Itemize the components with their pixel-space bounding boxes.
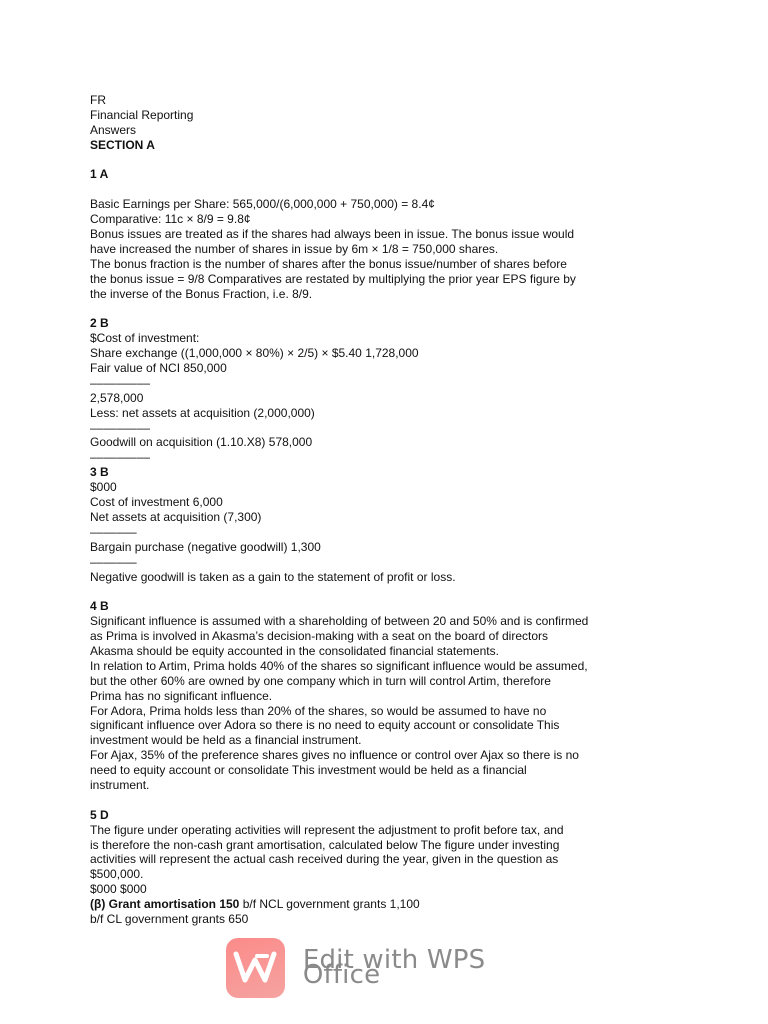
q4-heading: 4 B <box>90 599 109 614</box>
q1-line: Bonus issues are treated as if the shares had always been in issue. The bonus issue would <box>90 227 575 242</box>
q1-line: the inverse of the Bonus Fraction, i.e. 8/9. <box>90 286 313 301</box>
q2-line: Share exchange ((1,000,000 × 80%) × 2/5) × $5.40 1,728,000 <box>90 346 419 361</box>
doc-subject: Financial Reporting <box>90 107 194 122</box>
q3-heading: 3 B <box>90 465 109 480</box>
q2-line: $Cost of investment: <box>90 331 200 346</box>
q3-line: Net assets at acquisition (7,300) <box>90 509 262 524</box>
q5-line: b/f CL government grants 650 <box>90 911 249 926</box>
q3-line: $000 <box>90 480 117 495</box>
wps-watermark <box>226 936 566 1000</box>
q2-line: Fair value of NCI 850,000 <box>90 361 227 376</box>
q3-rule: ––––––– <box>90 524 137 539</box>
q1-line: have increased the number of shares in issue by 6m × 1/8 = 750,000 shares. <box>90 241 499 256</box>
q1-line: the bonus issue = 9/8 Comparatives are restated by multiplying the prior year EPS figure by <box>90 271 576 286</box>
q2-line: Goodwill on acquisition (1.10.X8) 578,000 <box>90 435 313 450</box>
q5-heading: 5 D <box>90 807 109 822</box>
q3-line: Negative goodwill is taken as a gain to the statement of profit or loss. <box>90 569 456 584</box>
q5-grant-amortisation: (β) Grant amortisation 150 <box>90 897 240 912</box>
q4-line: For Ajax, 35% of the preference shares gives no influence or control over Ajax so there is no <box>90 748 579 763</box>
q3-rule: ––––––– <box>90 554 137 569</box>
q2-line: 2,578,000 <box>90 390 144 405</box>
doc-code: FR <box>90 93 106 107</box>
q5-line: activities will represent the actual cash received during the year, given in the question as <box>90 852 559 867</box>
q5-line: is therefore the non-cash grant amortisation, calculated below The figure under investing <box>90 837 560 852</box>
q4-line: but the other 60% are owned by one company which in turn will control Artim, therefore <box>90 673 551 688</box>
q3-line: Cost of investment 6,000 <box>90 495 223 510</box>
q4-line: Prima has no significant influence. <box>90 688 273 703</box>
q4-line: Significant influence is assumed with a shareholding of between 20 and 50% and is confirmed <box>90 614 589 629</box>
q1-line: Basic Earnings per Share: 565,000/(6,000,000 + 750,000) = 8.4¢ <box>90 197 435 212</box>
wps-logo-glyph <box>233 948 277 988</box>
q4-line: instrument. <box>90 777 150 792</box>
q5-line: $000 $000 <box>90 882 147 897</box>
q5-grant-line <box>90 897 650 912</box>
q2-heading: 2 B <box>90 316 109 331</box>
q3-line: Bargain purchase (negative goodwill) 1,300 <box>90 539 321 554</box>
q2-rule: ––––––––– <box>90 450 151 465</box>
q4-line: For Adora, Prima holds less than 20% of the shares, so would be assumed to have no <box>90 703 547 718</box>
q1-line: The bonus fraction is the number of shares after the bonus issue/number of shares before <box>90 256 567 271</box>
section-heading: SECTION A <box>90 137 155 152</box>
wps-logo-icon <box>226 938 285 998</box>
q4-line: Akasma should be equity accounted in the consolidated financial statements. <box>90 643 499 658</box>
watermark-text: Edit with WPS Office <box>302 945 486 990</box>
doc-type: Answers <box>90 122 137 137</box>
q2-rule: ––––––––– <box>90 375 151 390</box>
q4-line: In relation to Artim, Prima holds 40% of the shares so significant influence would be assumed, <box>90 658 588 673</box>
q4-line: significant influence over Adora so there is no need to equity account or consolidate This <box>90 718 560 733</box>
q2-rule: ––––––––– <box>90 420 151 435</box>
document-body <box>90 93 650 927</box>
q1-line: Comparative: 11c × 8/9 = 9.8¢ <box>90 212 251 227</box>
q1-heading: 1 A <box>90 167 109 182</box>
q2-line: Less: net assets at acquisition (2,000,000) <box>90 405 315 420</box>
q5-grant-rest: b/f NCL government grants 1,100 <box>239 897 420 912</box>
q4-line: investment would be held as a financial instrument. <box>90 733 362 748</box>
q4-line: as Prima is involved in Akasma’s decision-making with a seat on the board of directors <box>90 629 548 644</box>
q4-line: need to equity account or consolidate This investment would be held as a financial <box>90 763 527 778</box>
q5-line: The figure under operating activities will represent the adjustment to profit before tax, and <box>90 822 564 837</box>
q5-line: $500,000. <box>90 867 144 882</box>
